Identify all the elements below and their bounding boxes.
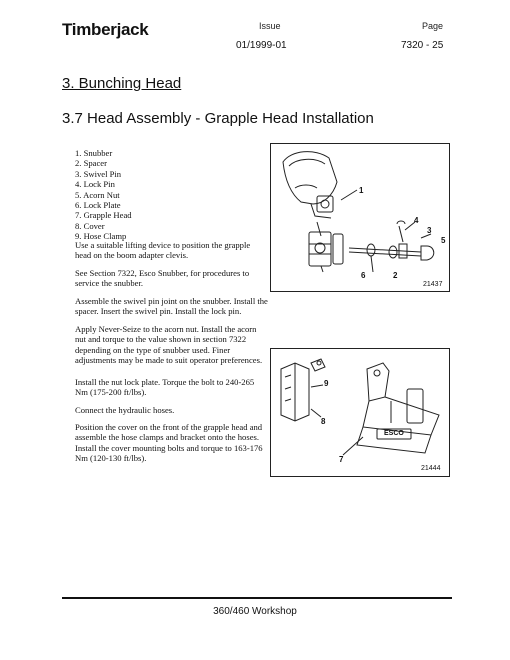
- parts-list-item: 4. Lock Pin: [75, 179, 115, 190]
- figure1-callout: 2: [393, 271, 398, 280]
- subsection-title: 3.7 Head Assembly - Grapple Head Installation: [62, 110, 374, 127]
- instruction-paragraph: Connect the hydraulic hoses.: [75, 405, 175, 415]
- page-value: 7320 - 25: [401, 40, 444, 51]
- figure1-callout: 3: [427, 226, 432, 235]
- figure1-callout: 5: [441, 236, 446, 245]
- figure-grapple-head: [270, 348, 450, 477]
- figure2-callout: 7: [339, 455, 344, 464]
- instruction-paragraph: Assemble the swivel pin joint on the snubber. Install the spacer. Insert the swivel pin. Install the lock pin.: [75, 296, 268, 317]
- parts-list-item: 9. Hose Clamp: [75, 231, 127, 242]
- figure-snubber-assembly: [270, 143, 450, 292]
- instruction-paragraph: See Section 7322, Esco Snubber, for procedures to service the snubber.: [75, 268, 250, 289]
- figure1-callout: 6: [361, 271, 366, 280]
- figure1-callout: 4: [414, 216, 419, 225]
- footer-rule: [62, 597, 452, 599]
- page-label: Page: [422, 21, 444, 31]
- instruction-paragraph: Install the nut lock plate. Torque the bolt to 240-265 Nm (175-200 ft/lbs).: [75, 377, 255, 398]
- grapple-head-illustration: [271, 349, 449, 476]
- instruction-paragraph: Position the cover on the front of the grapple head and assemble the hose clamps and bracket onto the hoses. Install the cover mounting bolts and torque to 163-176 Nm (120-130 ft/lbs).: [75, 422, 263, 464]
- footer-title: 360/460 Workshop: [213, 606, 297, 617]
- parts-list-item: 7. Grapple Head: [75, 210, 132, 221]
- parts-list-item: 2. Spacer: [75, 158, 107, 169]
- parts-list-item: 6. Lock Plate: [75, 200, 121, 211]
- instruction-paragraph: Use a suitable lifting device to position the grapple head on the boom adapter clevis.: [75, 240, 251, 261]
- parts-list-item: 8. Cover: [75, 220, 105, 231]
- parts-list: [75, 148, 265, 242]
- figure2-number: 21444: [421, 465, 441, 472]
- company-logo: Timberjack: [62, 20, 149, 39]
- parts-list-block: [75, 148, 265, 242]
- issue-label: Issue: [259, 21, 281, 31]
- figure2-callout: 9: [324, 379, 329, 388]
- figure1-callout: 1: [359, 186, 364, 195]
- figure2-nameplate: ESCO: [384, 430, 404, 437]
- parts-list-item: 3. Swivel Pin: [75, 168, 122, 179]
- figure1-number: 21437: [423, 281, 443, 288]
- parts-list-item: 1. Snubber: [75, 148, 113, 158]
- snubber-assembly-illustration: [271, 144, 449, 291]
- issue-value: 01/1999-01: [236, 40, 287, 51]
- parts-list-item: 5. Acorn Nut: [75, 189, 120, 200]
- figure2-callout: 8: [321, 417, 326, 426]
- section-title: 3. Bunching Head: [62, 75, 182, 92]
- instruction-paragraph: Apply Never-Seize to the acorn nut. Install the acorn nut and torque to the value shown in section 7322 depending on the type of snubber used. Finer adjustments may be made to suit operator preferences.: [75, 324, 263, 366]
